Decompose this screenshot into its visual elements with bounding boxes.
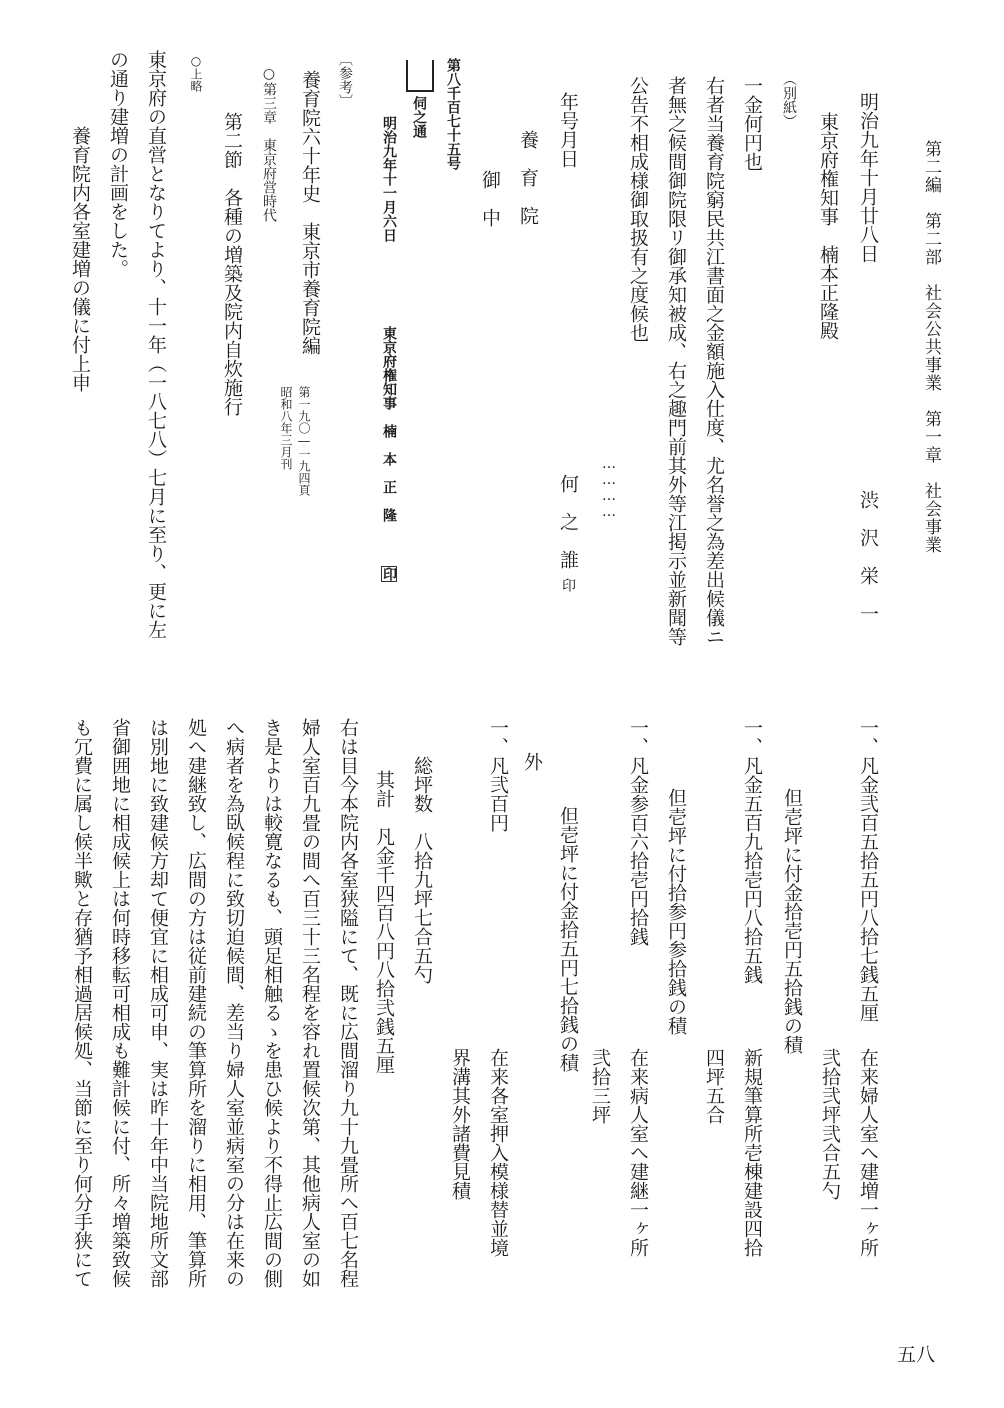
para-line-2: の通り建増の計画をした。 [107,50,129,278]
letter-addressee: 東京府権知事 楠本正隆殿 [817,112,839,340]
bottom-body-line-2: 婦人室百九畳の間へ百三十三名程を容れ置候次第、其他病人室の如 [299,718,321,1288]
reference-label: 〔参考〕 [337,52,353,108]
item-3-amount: 一、凡金参百六拾壱円拾銭 [627,718,649,946]
recipient-ikuin: 養 育 院 [517,130,539,225]
bottom-body-line-3: き是よりは較寛なるも、頭足相触るゝを患ひ候より不得止広間の側 [261,718,283,1288]
betsushi-label: （別紙） [781,72,797,128]
ukagai-approved: 伺之通 [411,96,427,138]
doc-number: 第八千百七十五号 [445,58,461,170]
ellipsis-dots: ………… [601,456,617,520]
book-date: 昭和八年三月刊 [279,386,293,470]
bottom-body-line-8: も冗費に属し候半歟と存猶予相過居候処、当節に至り何分手狭にて [71,718,93,1288]
chapter-heading: ○第三章 東京府営時代 [261,66,277,222]
official-name: 東京府権知事 楠 本 正 隆 [381,326,397,522]
bottom-body-line-7: 省御囲地に相成候上は何時移転可相成も難計候に付、所々増築致候 [109,718,131,1288]
section-heading: 第二節 各種の増築及院内自炊施行 [221,112,243,416]
total-amount: 其計 凡金千四百八円八拾弐銭五厘 [373,770,395,1074]
official-seal: 印 [381,567,397,581]
bottom-body-line-5: 処へ建継致し、広間の方は従前建続の筆算所を溜りに相用、筆算所 [185,718,207,1288]
item-3-note: 在来病人室へ建継一ヶ所 [627,1048,649,1257]
running-header: 第二編 第二部 社会公共事業 第一章 社会事業 [921,140,941,554]
recipient-onchu: 御 中 [479,170,501,227]
letter-signer: 渋 沢 栄 一 [857,490,879,623]
extra-amount: 一、凡弐百円 [487,718,509,832]
extra-note: 在来各室押入模様替並境 [487,1048,509,1257]
para-line-1: 東京府の直営となりてより、十一年（一八七八）七月に至り、更に左 [145,50,167,639]
book-pages: 第一九〇―一九四頁 [297,386,311,496]
body-line-3: 公告不相成様御取扱有之度候也 [627,76,649,342]
soto-label: 外 [521,752,543,771]
in-seal: 印 [560,578,576,592]
extra-note2: 界溝其外諸費見積 [449,1048,471,1200]
bottom-body-line-4: へ病者を為臥候程に致切迫候間、差当り婦人室並病室の分は在来の [223,718,245,1288]
body-line-2: 者無之候間御院限リ御承知被成、右之趣門前其外等江掲示並新聞等 [665,76,687,646]
item-2-note: 新規筆算所壱棟建設四拾 [741,1048,763,1257]
page-number: 五八 [896,1344,935,1366]
item-3-unit: 但壱坪に付金拾五円七拾銭の積 [557,806,579,1072]
nanigashi: 何 之 誰 [557,474,579,569]
ryaku-note: ○上略 [189,54,203,92]
approval-date: 明治九年十一月六日 [381,116,397,242]
item-3-note2: 弐拾三坪 [589,1048,611,1124]
item-1-amount: 一、凡金弐百五拾五円八拾七銭五厘 [857,718,879,1022]
bottom-body-line-6: は別地に致建候方却て便宜に相成可申、実は昨十年中当院地所文部 [147,718,169,1288]
item-2-note2: 四坪五合 [703,1048,725,1124]
bottom-body-line-1: 右は目今本院内各室狭隘にて、既に広間溜り九十九畳所へ百七名程 [337,718,359,1288]
item-1-note: 在来婦人室へ建増一ヶ所 [857,1048,879,1257]
item-1-unit: 但壱坪に付金拾壱円五拾銭の積 [781,788,803,1054]
document-title: 養育院内各室建増の儀に付上申 [69,126,91,392]
body-line-1: 右者当養育院窮民共江書面之金額施入仕度、尤名誉之為差出候儀ニ [703,76,725,646]
nengappi: 年号月日 [557,92,579,168]
amount-line: 一金何円也 [741,76,763,171]
approval-bracket [406,60,434,92]
letter-date: 明治九年十月廿八日 [857,92,879,263]
item-2-amount: 一、凡金五百九拾壱円八拾五銭 [741,718,763,984]
item-1-note2: 弐拾弐坪弐合五勺 [819,1048,841,1200]
item-2-unit: 但壱坪に付拾参円参拾銭の積 [665,788,687,1035]
total-area: 総坪数 八拾九坪七合五勺 [411,756,433,984]
book-title: 養育院六十年史 東京市養育院編 [299,70,321,355]
